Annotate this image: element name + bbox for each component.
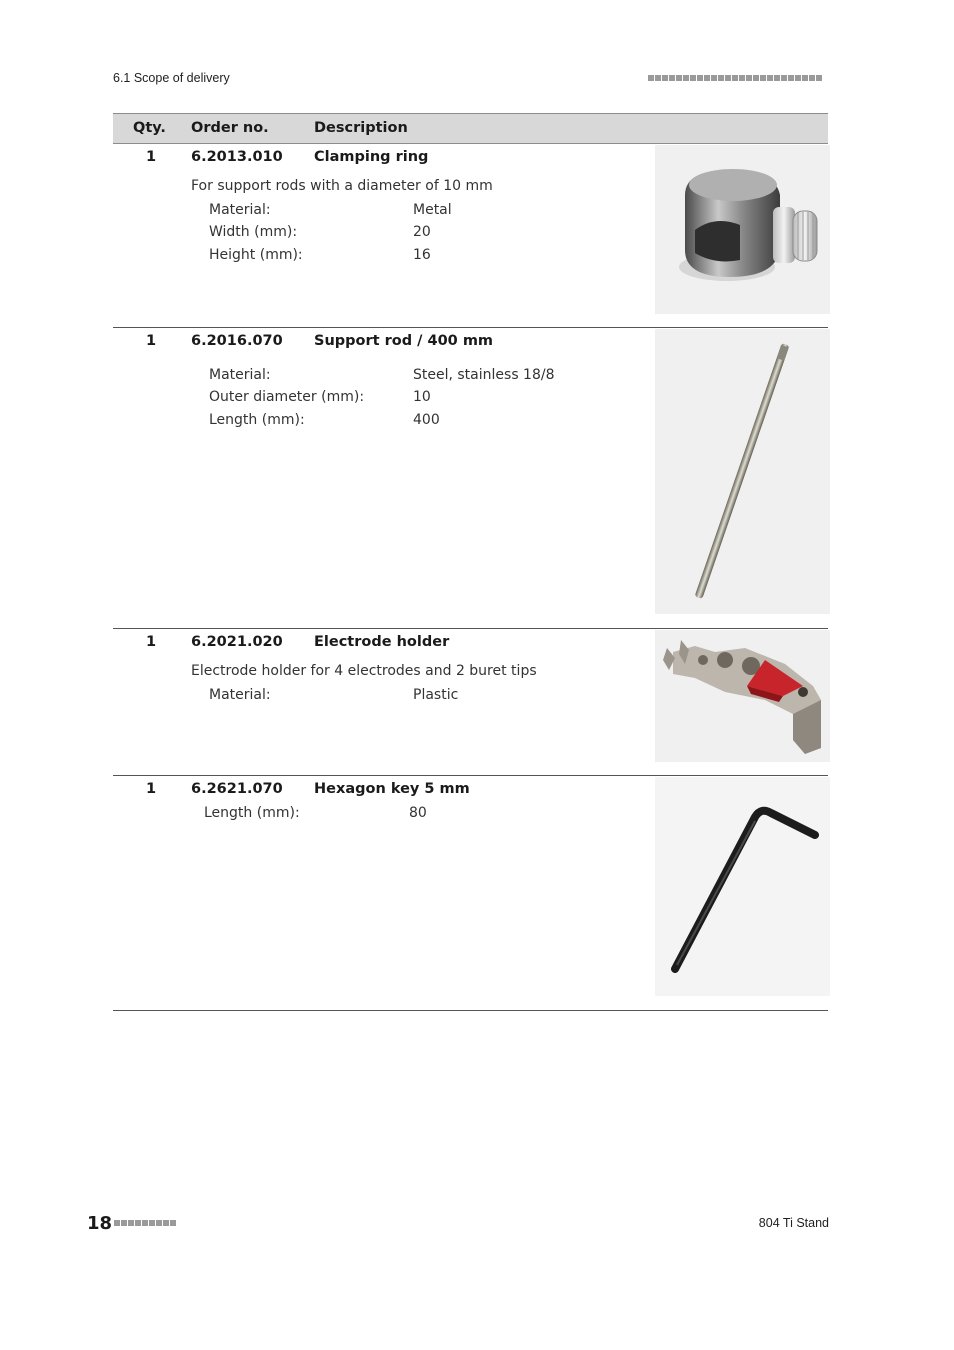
row-name: Electrode holder (314, 634, 450, 650)
page-number: 18 (87, 1213, 113, 1234)
electrode-holder-photo (655, 630, 830, 762)
support-rod-photo (655, 329, 830, 614)
footer-decorative-squares (114, 1220, 176, 1226)
property-value: 400 (413, 412, 440, 428)
row-description: Electrode holder for 4 electrodes and 2 buret tips (191, 663, 537, 679)
property-value: 80 (409, 805, 427, 821)
row-order-no: 6.2621.070 (191, 781, 283, 797)
property-label: Length (mm): (209, 412, 305, 428)
property-label: Material: (209, 202, 271, 218)
table-header (113, 113, 828, 144)
table-row (113, 776, 828, 1010)
table-row (113, 144, 828, 327)
footer-document-title: 804 Ti Stand (758, 1216, 829, 1230)
column-header-order-no: Order no. (191, 120, 269, 136)
property-value: 16 (413, 247, 431, 263)
property-label: Length (mm): (204, 805, 300, 821)
property-label: Material: (209, 367, 271, 383)
row-name: Support rod / 400 mm (314, 333, 494, 349)
column-header-description: Description (314, 120, 408, 136)
row-order-no: 6.2016.070 (191, 333, 283, 349)
property-label: Outer diameter (mm): (209, 389, 365, 405)
hexagon-key-photo (655, 777, 830, 996)
row-qty: 1 (146, 634, 157, 650)
row-description: For support rods with a diameter of 10 mm (191, 178, 493, 194)
header-decorative-squares (648, 75, 822, 81)
property-value: 20 (413, 224, 431, 240)
property-label: Height (mm): (209, 247, 303, 263)
clamping-ring-photo (655, 145, 830, 314)
row-qty: 1 (146, 333, 157, 349)
table-row (113, 629, 828, 775)
table-row (113, 328, 828, 628)
property-value: 10 (413, 389, 431, 405)
row-name: Clamping ring (314, 149, 429, 165)
table-bottom-line (113, 1010, 828, 1011)
row-qty: 1 (146, 149, 157, 165)
running-header-section: 6.1 Scope of delivery (113, 71, 230, 85)
row-order-no: 6.2021.020 (191, 634, 283, 650)
property-label: Material: (209, 687, 271, 703)
row-order-no: 6.2013.010 (191, 149, 283, 165)
property-value: Steel, stainless 18/8 (413, 367, 555, 383)
row-qty: 1 (146, 781, 157, 797)
property-value: Metal (413, 202, 452, 218)
property-label: Width (mm): (209, 224, 298, 240)
column-header-qty: Qty. (133, 120, 166, 136)
property-value: Plastic (413, 687, 459, 703)
row-name: Hexagon key 5 mm (314, 781, 470, 797)
